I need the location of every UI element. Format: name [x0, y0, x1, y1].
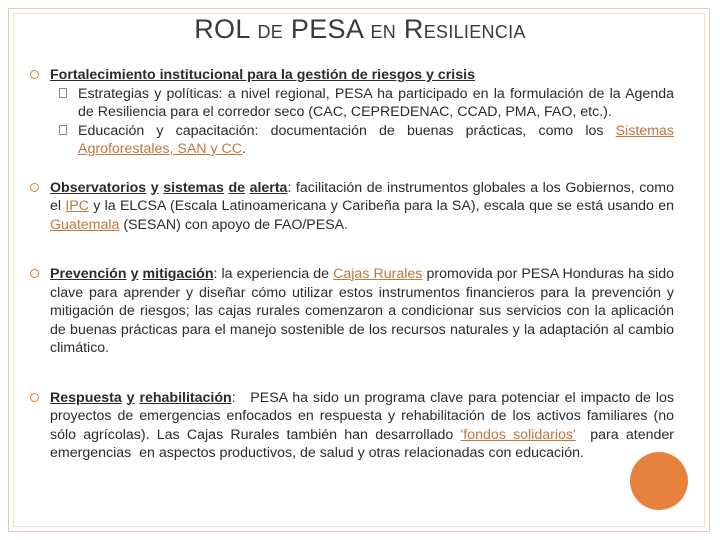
item-text: : facilitación de instrumentos globales a los Gobiernos, como el [50, 179, 674, 214]
circle-bullet-icon [30, 269, 39, 278]
sub-item-estrategias [50, 85, 674, 122]
title-word: R [403, 14, 424, 44]
circle-bullet-icon [30, 393, 39, 402]
bullet-item-observatorios [30, 179, 674, 235]
item-text: : la experiencia de [213, 266, 334, 282]
sub-item-text: Educación y capacitación: documentación de buenas prácticas, como los [78, 122, 616, 139]
title-word: ESILIENCIA [423, 22, 526, 42]
circle-bullet-icon [30, 183, 39, 192]
item-heading: alerta [249, 179, 288, 196]
item-heading: Prevención [50, 266, 127, 282]
title-word: ROL [194, 14, 250, 44]
link-fondos-solidarios[interactable]: 'fondos solidarios' [460, 426, 576, 443]
link-ipc[interactable]: IPC [65, 198, 89, 214]
item-heading: y [126, 389, 135, 406]
item-heading: Observatorios [50, 179, 147, 196]
slide-title [0, 14, 720, 45]
item-heading: y [130, 266, 139, 282]
item-text: : PESA ha sido un programa clave para potenciar el impacto de los proyectos de emergencias enfocados en respuesta y rehabilitación de los activos familiares (no sólo agrícolas). Las Cajas Rurales también han desarrollado [50, 389, 678, 443]
item-heading: Fortalecimiento institucional para la gestión de riesgos y crisis [50, 67, 475, 83]
item-heading: de [228, 179, 246, 196]
square-bullet-icon [59, 88, 67, 98]
item-heading: Respuesta [50, 389, 122, 406]
link-guatemala[interactable]: Guatemala [50, 216, 120, 233]
square-bullet-icon [59, 125, 67, 135]
item-text: y la ELCSA (Escala Latinoamericana y Caribeña para la SA), escala que se está usando en [88, 198, 674, 214]
bullet-item-fortalecimiento [30, 66, 674, 159]
item-heading: rehabilitación [139, 389, 232, 406]
sub-item-educacion [50, 122, 674, 159]
item-text: para atender emergencias en aspectos productivos, de salud y otras relacionadas con educación. [50, 426, 678, 461]
slide-content [30, 66, 678, 463]
decorative-orange-circle [630, 452, 688, 510]
item-heading: mitigación [142, 266, 214, 282]
title-word: PESA [290, 14, 363, 44]
sub-item-text: . [242, 141, 246, 157]
bullet-item-respuesta [30, 389, 678, 463]
link-sistemas-agroforestales[interactable]: Sistemas Agroforestales, SAN y CC [78, 122, 674, 157]
item-heading: y [150, 179, 159, 196]
item-text: promovida por PESA Honduras ha sido clave para aprender y diseñar cómo utilizar estos instrumentos financieros para la prevención y mitigación de riesgos; las cajas rurales comenzaron a condicionar sus servicios con la aplicación de buenas prácticas para el manejo sostenible de los recursos naturales y la adaptación al cambio climático. [50, 266, 674, 356]
sub-item-text: Estrategias y políticas: a nivel regional, PESA ha participado en la formulación de la Agenda de Resiliencia para el corredor seco (CAC, CEPREDENAC, CCAD, PMA, FAO, etc.). [78, 85, 674, 120]
circle-bullet-icon [30, 70, 39, 79]
bullet-item-prevencion [30, 265, 674, 358]
item-text: (SESAN) con apoyo de FAO/PESA. [119, 216, 349, 233]
item-heading: sistemas [163, 179, 224, 196]
link-cajas-rurales[interactable]: Cajas Rurales [333, 266, 423, 282]
title-word: EN [370, 22, 397, 42]
title-word: DE [257, 22, 284, 42]
